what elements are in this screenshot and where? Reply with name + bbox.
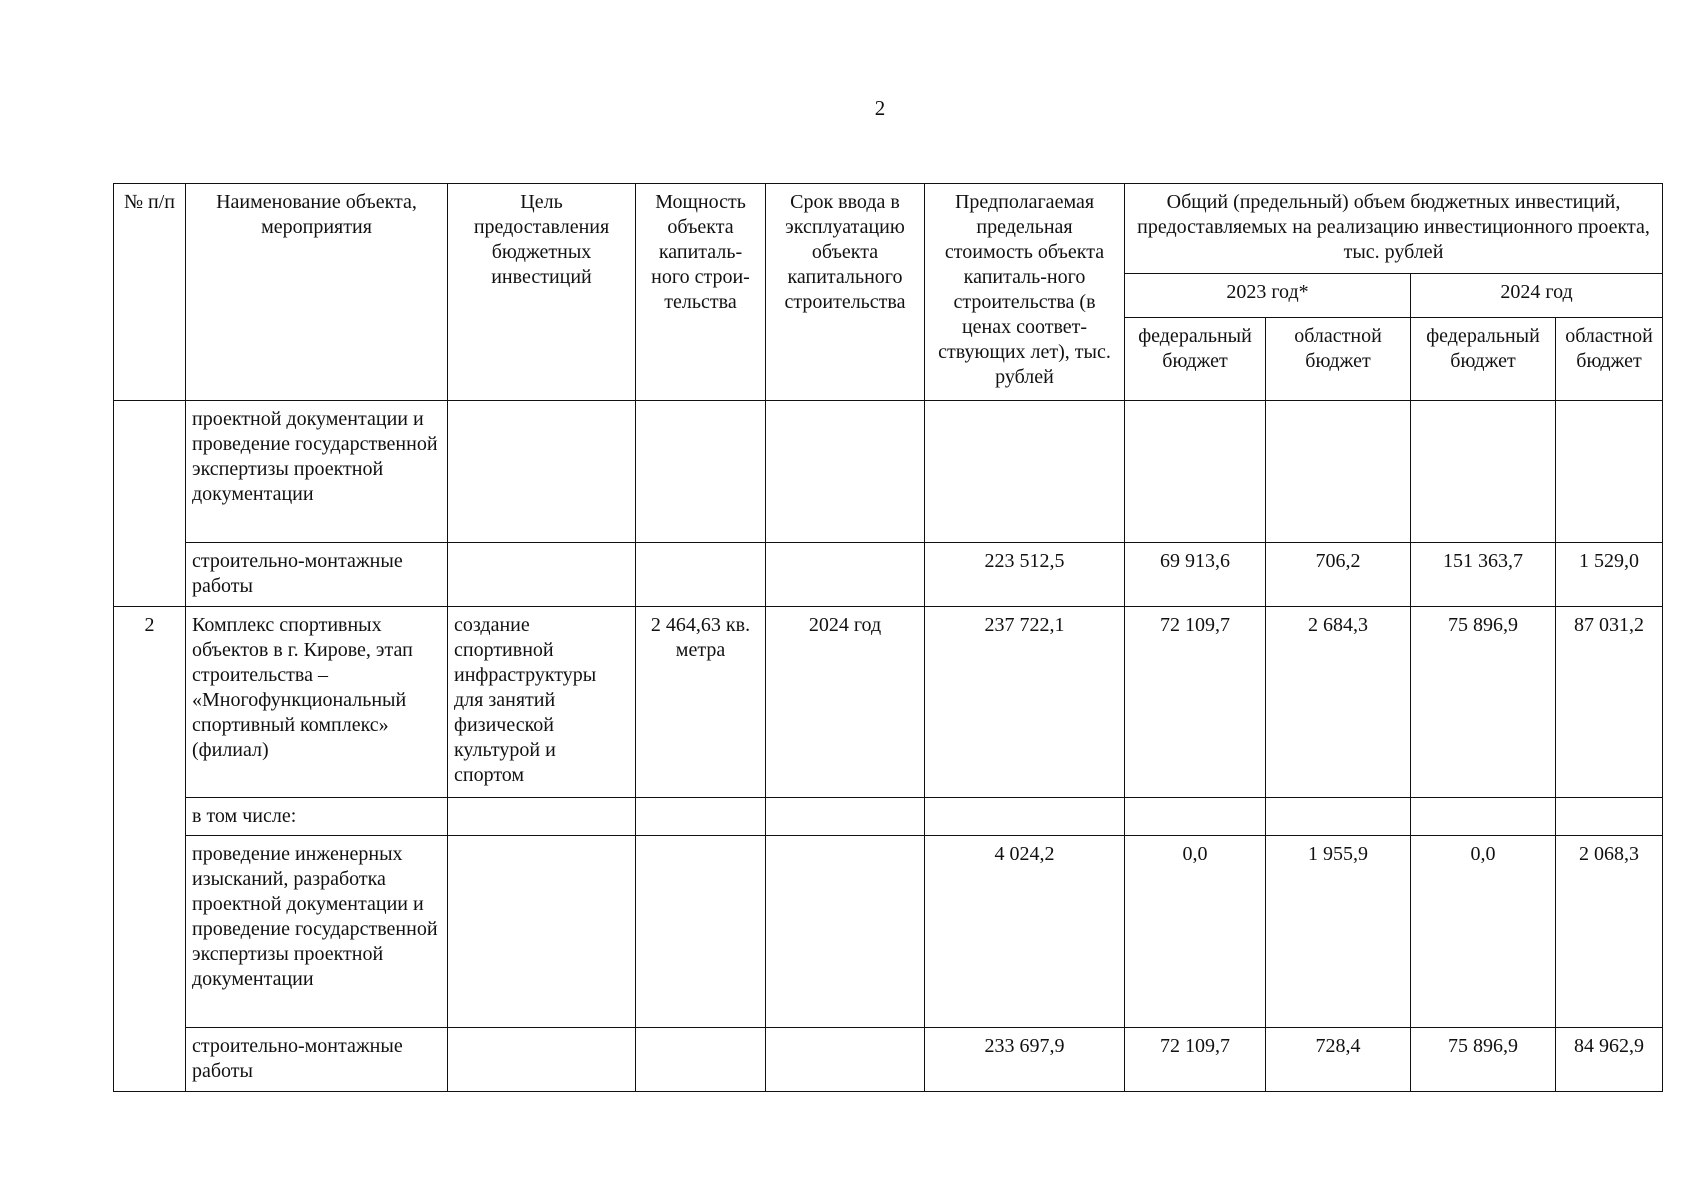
cell-capacity — [636, 798, 766, 836]
cell-regional-2024 — [1556, 798, 1663, 836]
cell-federal-2023: 69 913,6 — [1125, 543, 1266, 607]
header-capacity: Мощность объекта капиталь-ного строи-тельства — [636, 184, 766, 401]
cell-name: проведение инженерных изысканий, разработка проектной документации и проведение государственной экспертизы проектной документации — [186, 836, 448, 1028]
cell-term: 2024 год — [766, 607, 925, 798]
cell-name: проектной документации и проведение государственной экспертизы проектной документации — [186, 401, 448, 543]
page-number: 2 — [874, 96, 886, 120]
cell-cost — [925, 798, 1125, 836]
cell-cost — [925, 401, 1125, 543]
cell-federal-2023 — [1125, 401, 1266, 543]
header-cost: Предполагаемая предельная стоимость объекта капиталь-ного строительства (в ценах соответ-ствующих лет), тыс. рублей — [925, 184, 1125, 401]
cell-federal-2023 — [1125, 798, 1266, 836]
cell-capacity: 2 464,63 кв. метра — [636, 607, 766, 798]
cell-regional-2024 — [1556, 401, 1663, 543]
cell-regional-2024: 87 031,2 — [1556, 607, 1663, 798]
cell-capacity — [636, 1028, 766, 1092]
cell-goal — [448, 401, 636, 543]
header-name: Наименование объекта, мероприятия — [186, 184, 448, 401]
table-row — [114, 543, 1663, 607]
cell-regional-2024: 84 962,9 — [1556, 1028, 1663, 1092]
cell-regional-2023: 2 684,3 — [1266, 607, 1411, 798]
cell-federal-2023: 0,0 — [1125, 836, 1266, 1028]
cell-name: в том числе: — [186, 798, 448, 836]
cell-capacity — [636, 836, 766, 1028]
cell-num: 2 — [114, 607, 186, 1092]
cell-num — [114, 401, 186, 607]
header-term: Срок ввода в эксплуатацию объекта капитального строительства — [766, 184, 925, 401]
header-regional-2024: областной бюджет — [1556, 318, 1663, 401]
cell-federal-2024 — [1411, 401, 1556, 543]
table-row — [114, 1028, 1663, 1092]
cell-cost: 223 512,5 — [925, 543, 1125, 607]
cell-capacity — [636, 401, 766, 543]
cell-federal-2024: 0,0 — [1411, 836, 1556, 1028]
cell-term — [766, 836, 925, 1028]
cell-federal-2024: 151 363,7 — [1411, 543, 1556, 607]
header-year-2024: 2024 год — [1411, 274, 1663, 318]
cell-regional-2023 — [1266, 401, 1411, 543]
header-year-2023: 2023 год* — [1125, 274, 1411, 318]
cell-name: строительно-монтажные работы — [186, 1028, 448, 1092]
cell-goal — [448, 1028, 636, 1092]
cell-cost: 237 722,1 — [925, 607, 1125, 798]
cell-regional-2023: 1 955,9 — [1266, 836, 1411, 1028]
header-regional-2023: областной бюджет — [1266, 318, 1411, 401]
cell-federal-2024 — [1411, 798, 1556, 836]
cell-regional-2024: 1 529,0 — [1556, 543, 1663, 607]
cell-regional-2023 — [1266, 798, 1411, 836]
table-row — [114, 401, 1663, 543]
cell-regional-2023: 728,4 — [1266, 1028, 1411, 1092]
cell-term — [766, 543, 925, 607]
cell-goal: создание спортивной инфраструктуры для занятий физической культурой и спортом — [448, 607, 636, 798]
table-row — [114, 607, 1663, 798]
cell-name: строительно-монтажные работы — [186, 543, 448, 607]
cell-cost: 4 024,2 — [925, 836, 1125, 1028]
header-total-investment: Общий (предельный) объем бюджетных инвестиций, предоставляемых на реализацию инвестиционного проекта, тыс. рублей — [1125, 184, 1663, 274]
budget-investment-table — [113, 183, 1663, 1092]
cell-cost: 233 697,9 — [925, 1028, 1125, 1092]
table-row — [114, 836, 1663, 1028]
header-federal-2024: федеральный бюджет — [1411, 318, 1556, 401]
cell-federal-2024: 75 896,9 — [1411, 607, 1556, 798]
cell-term — [766, 798, 925, 836]
cell-term — [766, 1028, 925, 1092]
header-goal: Цель предоставления бюджетных инвестиций — [448, 184, 636, 401]
cell-goal — [448, 543, 636, 607]
cell-term — [766, 401, 925, 543]
cell-federal-2023: 72 109,7 — [1125, 607, 1266, 798]
cell-federal-2023: 72 109,7 — [1125, 1028, 1266, 1092]
cell-regional-2024: 2 068,3 — [1556, 836, 1663, 1028]
cell-capacity — [636, 543, 766, 607]
cell-federal-2024: 75 896,9 — [1411, 1028, 1556, 1092]
cell-goal — [448, 836, 636, 1028]
header-num: № п/п — [114, 184, 186, 401]
header-federal-2023: федеральный бюджет — [1125, 318, 1266, 401]
cell-goal — [448, 798, 636, 836]
table-row — [114, 798, 1663, 836]
cell-name: Комплекс спортивных объектов в г. Кирове, этап строительства – «Многофункциональный спортивный комплекс» (филиал) — [186, 607, 448, 798]
cell-regional-2023: 706,2 — [1266, 543, 1411, 607]
